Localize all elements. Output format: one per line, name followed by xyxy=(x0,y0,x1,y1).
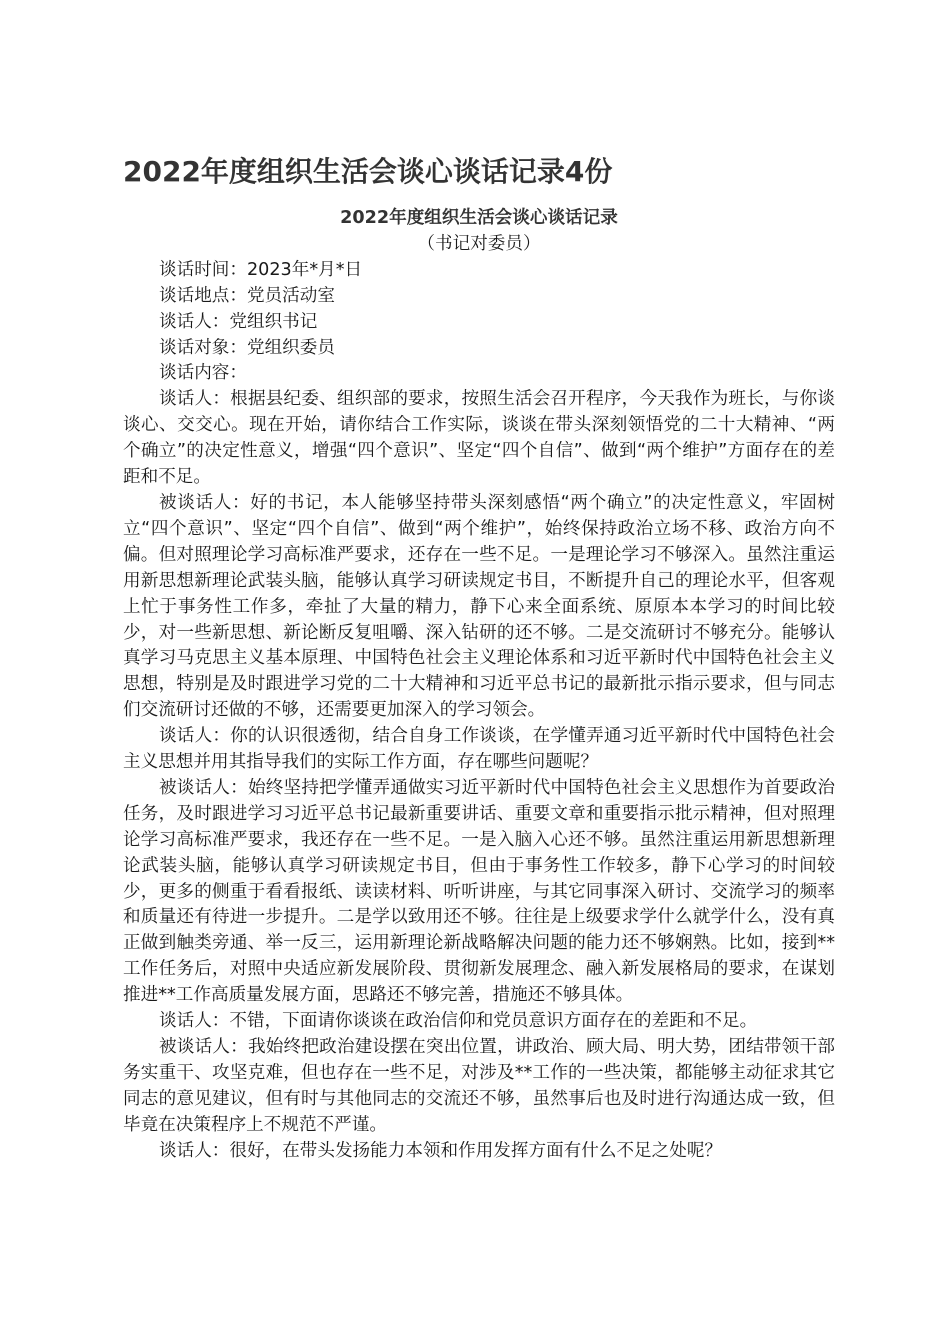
dialogue-paragraph: 谈话人：很好，在带头发扬能力本领和作用发挥方面有什么不足之处呢？ xyxy=(159,1140,723,1161)
record-subnote: （书记对委员） xyxy=(417,233,541,254)
dialogue-paragraph: 谈话人：不错，下面请你谈谈在政治信仰和党员意识方面存在的差距和不足。 xyxy=(159,1011,758,1032)
meta-talk-content: 谈话内容： xyxy=(159,363,247,384)
meta-talk-target: 谈话对象：党组织委员 xyxy=(159,337,335,358)
document-title: 2022年度组织生活会谈心谈话记录4份 xyxy=(123,155,613,188)
meta-talk-time: 谈话时间：2023年*月*日 xyxy=(159,259,363,280)
record-subtitle: 2022年度组织生活会谈心谈话记录 xyxy=(340,208,618,228)
meta-talk-location: 谈话地点：党员活动室 xyxy=(159,285,335,306)
dialogue-paragraph: 谈话人：根据县纪委、组织部的要求，按照生活会召开程序，今天我作为班长，与你谈谈心、交交心。现在开始，请你结合工作实际，谈谈在带头深刻领悟党的二十大精神、“两个确立”的决定性意义，增强“四个意识”、坚定“四个自信”、做到“两个维护”方面存在的差距和不足。 xyxy=(123,389,835,488)
dialogue-paragraph: 被谈话人：好的书记，本人能够坚持带头深刻感悟“两个确立”的决定性意义，牢固树立“四个意识”、坚定“四个自信”、做到“两个维护”，始终保持政治立场不移、政治方向不偏。但对照理论学习高标准严要求，还存在一些不足。一是理论学习不够深入。虽然注重运用新思想新理论武装头脑，能够认真学习研读规定书目，不断提升自己的理论水平，但客观上忙于事务性工作多，牵扯了大量的精力，静下心来全面系统、原原本本学习的时间比较少，对一些新思想、新论断反复咀嚼、深入钻研的还不够。二是交流研讨不够充分。能够认真学习马克思主义基本原理、中国特色社会主义理论体系和习近平新时代中国特色社会主义思想，特别是及时跟进学习党的二十大精神和习近平总书记的最新批示指示要求，但与同志们交流研讨还做的不够，还需要更加深入的学习领会。 xyxy=(123,492,835,721)
dialogue-paragraph: 被谈话人：始终坚持把学懂弄通做实习近平新时代中国特色社会主义思想作为首要政治任务，及时跟进学习习近平总书记最新重要讲话、重要文章和重要指示批示精神，但对照理论学习高标准严要求，我还存在一些不足。一是入脑入心还不够。虽然注重运用新思想新理论武装头脑，能够认真学习研读规定书目，但由于事务性工作较多，静下心学习的时间较少，更多的侧重于看看报纸、读读材料、听听讲座，与其它同事深入研讨、交流学习的频率和质量还有待进一步提升。二是学以致用还不够。往往是上级要求学什么就学什么，没有真正做到触类旁通、举一反三，运用新理论新战略解决问题的能力还不够娴熟。比如，接到**工作任务后，对照中央适应新发展阶段、贯彻新发展理念、融入新发展格局的要求，在谋划推进**工作高质量发展方面，思路还不够完善，措施还不够具体。 xyxy=(123,777,835,1006)
document-body xyxy=(123,206,835,1165)
dialogue-paragraph: 谈话人：你的认识很透彻，结合自身工作谈谈，在学懂弄通习近平新时代中国特色社会主义思想并用其指导我们的实际工作方面，存在哪些问题呢？ xyxy=(123,726,835,773)
meta-talker: 谈话人：党组织书记 xyxy=(159,311,318,332)
dialogue-paragraph: 被谈话人：我始终把政治建设摆在突出位置，讲政治、顾大局、明大势，团结带领干部务实重干、攻坚克难，但也存在一些不足，对涉及**工作的一些决策，都能够主动征求其它同志的意见建议，但有时与其他同志的交流还不够，虽然事后也及时进行沟通达成一致，但毕竟在决策程序上不规范不严谨。 xyxy=(123,1037,835,1135)
